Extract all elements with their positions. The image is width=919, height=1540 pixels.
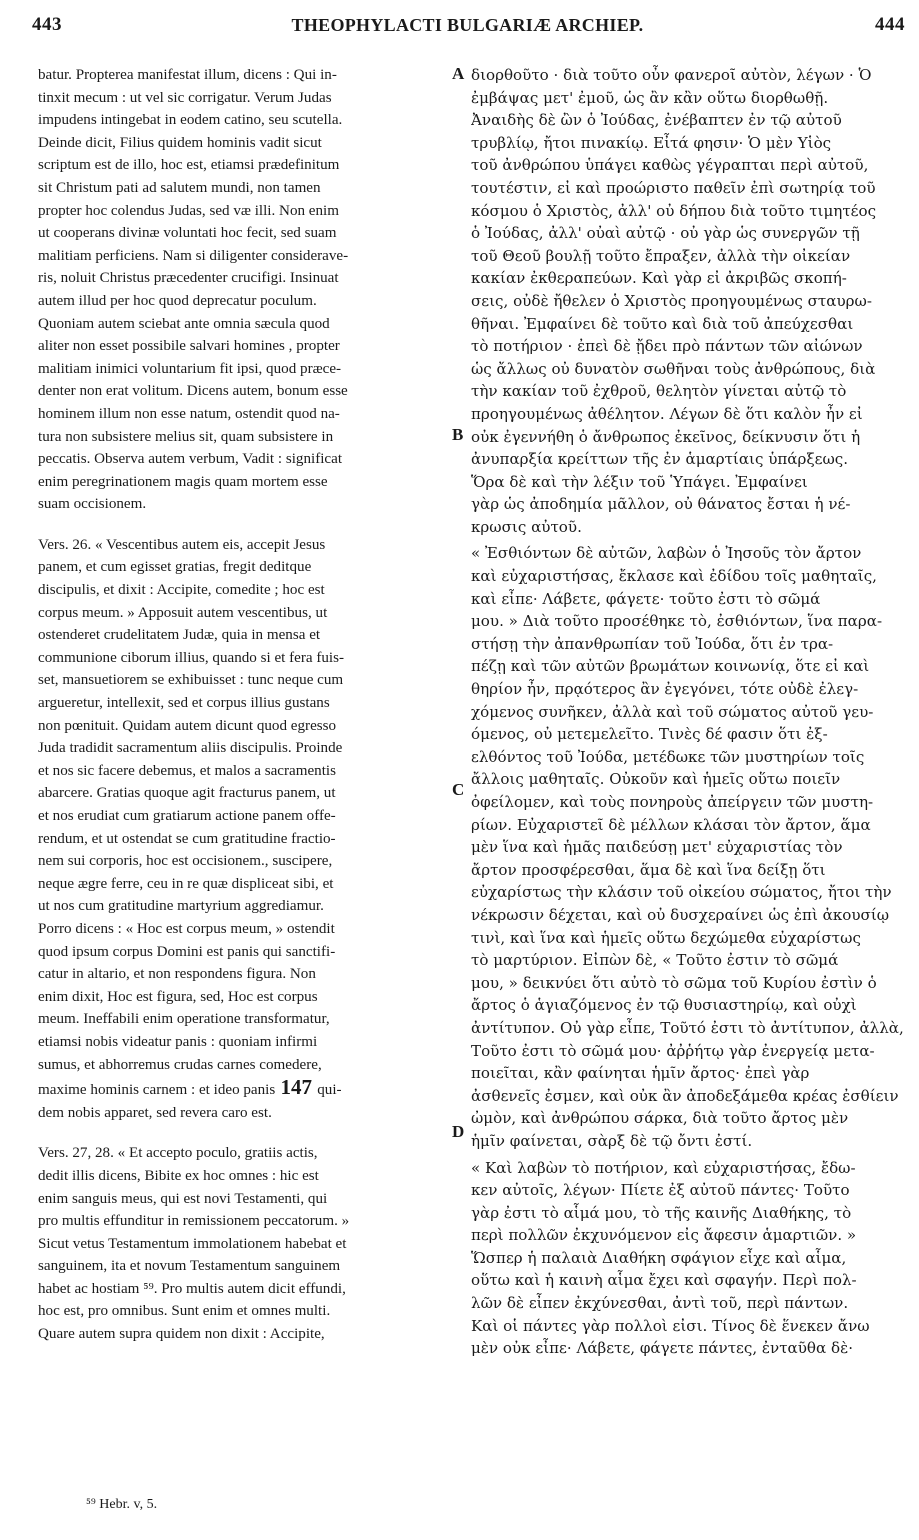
latin-line: propter hoc colendus Judas, sed væ illi. Non enim bbox=[38, 202, 339, 219]
latin-line: catur in altario, et non respondens figura. Non bbox=[38, 966, 316, 983]
latin-line: tura non subsistere melius sit, quam subsistere in bbox=[38, 428, 334, 445]
margin-marker-b: B bbox=[452, 425, 464, 444]
greek-line: ἀντίτυπον. Οὐ γὰρ εἶπε, Τοῦτό ἐστι τὸ ἀντίτυπον, ἀλλὰ, bbox=[471, 1018, 904, 1037]
greek-paragraph-1 bbox=[471, 64, 906, 538]
latin-line: peccatis. Observa autem verbum, Vadit : significat bbox=[38, 451, 343, 468]
greek-line: « Ἐσθιόντων δὲ αὐτῶν, λαβὼν ὁ Ἰησοῦς τὸν ἄρτον bbox=[471, 544, 862, 563]
greek-line: τὴν κακίαν τοῦ ἐχθροῦ, θελητὸν γίνεται αὐτῷ τὸ bbox=[471, 382, 847, 401]
greek-line: περὶ πολλῶν ἐκχυνόμενον εἰς ἄφεσιν ἁμαρτιῶν. » bbox=[471, 1226, 857, 1245]
greek-line: εὐχαρίστως τὴν κλάσιν τοῦ οἰκείου σώματος, ἤτοι τὴν bbox=[471, 883, 892, 902]
greek-line: γὰρ ἐστι τὸ αἷμά μου, τὸ τῆς καινῆς Διαθήκης, τὸ bbox=[471, 1203, 852, 1222]
greek-line: ἄρτον προσφέρεσθαι, ἅμα δὲ καὶ ἵνα δείξῃ ὅτι bbox=[471, 860, 826, 879]
latin-line: hoc est, pro omnibus. Sunt enim et omnes multi. bbox=[38, 1303, 331, 1320]
greek-paragraph-2 bbox=[471, 542, 906, 1152]
latin-line: aliter non esset possibile salvari homines , propter bbox=[38, 338, 340, 355]
greek-line: ἀνυπαρξία κρείττων τῆς ἐν ἁμαρτίαις ὑπάρξεως. bbox=[471, 450, 849, 469]
greek-line: ἀσθενεῖς ἐσμεν, καὶ οὐκ ἂν ἀποδεξάμεθα κρέας ἐσθίειν bbox=[471, 1086, 899, 1105]
greek-line: ἡμῖν φαίνεται, σὰρξ δὲ τῷ ὄντι ἐστί. bbox=[471, 1131, 753, 1150]
greek-line: τοῦ ἀνθρώπου ὑπάγει καθὼς γέγραπται περὶ αὐτοῦ, bbox=[471, 156, 869, 175]
latin-line: ris, noluit Christus præcedenter crucifigi. Insinuat bbox=[38, 270, 339, 287]
greek-line: μου. » Διὰ τοῦτο προσέθηκε τὸ, ἐσθιόντων, ἵνα παρα- bbox=[471, 612, 883, 631]
greek-line: Ὥσπερ ἡ παλαιὰ Διαθήκη σφάγιον εἶχε καὶ αἷμα, bbox=[471, 1248, 847, 1267]
latin-line: sanguinem, ita et novum Testamentum sanguinem bbox=[38, 1258, 341, 1275]
footnote: ⁵⁹ Hebr. v, 5. bbox=[86, 1497, 158, 1512]
latin-line: enim dixit, Hoc est figura, sed, Hoc est corpus bbox=[38, 988, 318, 1005]
greek-line: μὲν ἵνα καὶ ἡμᾶς παιδεύσῃ μετ' εὐχαριστίας τὸν bbox=[471, 838, 843, 857]
running-title: THEOPHYLACTI BULGARIÆ ARCHIEP. bbox=[291, 15, 644, 35]
latin-line: dedit illis dicens, Bibite ex hoc omnes : hic est bbox=[38, 1167, 319, 1184]
latin-line: denter non erat volitum. Dicens autem, bonum esse bbox=[38, 383, 348, 400]
greek-column bbox=[471, 64, 906, 1360]
greek-line: όμενος, οὐ μετεμελεῖτο. Τινὲς δέ φασιν ὅτι ἐξ- bbox=[471, 725, 828, 744]
right-page-number: 444 bbox=[875, 14, 905, 35]
greek-line: πέζῃ καὶ τῶν αὐτῶν βρωμάτων κοινωνίᾳ, ὅτε εἰ καὶ bbox=[471, 657, 870, 676]
greek-line: Ἀναιδὴς δὲ ὢν ὁ Ἰούδας, ἐνέβαπτεν ἐν τῷ αὐτοῦ bbox=[471, 111, 842, 130]
latin-line: autem illud per hoc quod deprecatur poculum. bbox=[38, 292, 317, 309]
latin-column bbox=[38, 64, 445, 1346]
latin-line: abarcere. Gratias quoque agit fracturus panem, ut bbox=[38, 785, 336, 802]
greek-line: προηγουμένως ἀθέλητον. Λέγων δὲ ὅτι καλὸν ἦν εἰ bbox=[471, 404, 863, 423]
latin-paragraph-3 bbox=[38, 1142, 445, 1345]
greek-line: χόμενος συνῆκεν, ἀλλὰ καὶ τοῦ σώματος αὐτοῦ γευ- bbox=[471, 702, 874, 721]
greek-line: τὸ μαρτύριον. Εἰπὼν δὲ, « Τοῦτο ἐστιν τὸ σῶμά bbox=[471, 951, 839, 970]
greek-line: καὶ εὐχαριστήσας, ἔκλασε καὶ ἐδίδου τοῖς μαθηταῖς, bbox=[471, 567, 877, 586]
greek-line: « Καὶ λαβὼν τὸ ποτήριον, καὶ εὐχαριστήσας, ἔδω- bbox=[471, 1158, 856, 1177]
greek-line: Καὶ οἱ πάντες γὰρ πολλοὶ εἰσι. Τίνος δὲ ἕνεκεν ἄνω bbox=[471, 1316, 870, 1335]
greek-line: οὐκ ἐγεννήθη ὁ ἄνθρωπος ἐκεῖνος, δείκνυσιν ὅτι ἡ bbox=[471, 427, 861, 446]
latin-line: pro multis effunditur in remissionem peccatorum. » bbox=[38, 1213, 350, 1230]
greek-line: ελθόντος τοῦ Ἰούδα, μετέδωκε τῶν μυστηρίων τοῖς bbox=[471, 747, 865, 766]
latin-line: enim peregrinationem magis quam mortem esse bbox=[38, 473, 328, 490]
greek-line: γὰρ ὡς ἀποδημία μᾶλλον, οὐ θάνατος ἔσται ἡ νέ- bbox=[471, 495, 851, 514]
greek-line: μου, » δεικνύει ὅτι αὐτὸ τὸ σῶμα τοῦ Κυρίου ἐστὶν ὁ bbox=[471, 973, 877, 992]
greek-line: στήσῃ τὴν ἀπανθρωπίαν τοῦ Ἰούδα, ὅτι ἐν τρα- bbox=[471, 634, 834, 653]
greek-line: ἄλλοις μαθηταῖς. Οὐκοῦν καὶ ἡμεῖς οὕτω ποιεῖν bbox=[471, 770, 841, 789]
greek-line: οὕτω καὶ ἡ καινὴ αἷμα ἔχει καὶ σφαγήν. Περὶ πολ- bbox=[471, 1271, 857, 1290]
greek-line: Τοῦτο ἐστι τὸ σῶμά μου· ἀῤῥήτῳ γὰρ ἐνεργείᾳ μετα- bbox=[471, 1041, 875, 1060]
greek-line: ὁ Ἰούδας, ἀλλ' οὐαὶ αὐτῷ · οὐ γὰρ ὡς συνεργῶν τῇ bbox=[471, 224, 860, 243]
greek-line: ἐμβάψας μετ' ἐμοῦ, ὡς ἂν κἂν οὕτω διορθωθῇ. bbox=[471, 88, 829, 107]
left-page-number: 443 bbox=[32, 14, 62, 35]
latin-line: Vers. 27, 28. « Et accepto poculo, gratiis actis, bbox=[38, 1145, 318, 1162]
latin-line: Porro dicens : « Hoc est corpus meum, » ostendit bbox=[38, 920, 335, 937]
latin-line: enim sanguis meus, qui est novi Testamenti, qui bbox=[38, 1190, 328, 1207]
latin-line: malitiam inimici voluntarium fit ipsi, quod præce- bbox=[38, 360, 342, 377]
greek-line: τρυβλίῳ, ἤτοι πινακίῳ. Εἶτά φησιν· Ὁ μὲν Υἱὸς bbox=[471, 133, 832, 152]
latin-line: tinxit mecum : ut vel sic corrigatur. Verum Judas bbox=[38, 89, 332, 106]
greek-line: ὀφείλομεν, καὶ τοὺς πονηροὺς ἀπείργειν τῶν μυστη- bbox=[471, 793, 874, 811]
latin-line: et nos erudiat cum gratiarum actione panem offe- bbox=[38, 808, 336, 824]
latin-line: corpus meum. » Apposuit autem vescentibus, ut bbox=[38, 604, 328, 621]
greek-line: καὶ εἶπε· Λάβετε, φάγετε· τοῦτο ἐστι τὸ σῶμά bbox=[471, 589, 821, 608]
greek-line: τινὶ, καὶ ἵνα καὶ ἡμεῖς οὕτω δεχώμεθα εὐχαρίστως bbox=[471, 928, 861, 947]
greek-line: τοῦ Θεοῦ βουλῇ τοῦτο ἔπραξεν, ἀλλὰ τὴν οἰκείαν bbox=[471, 246, 851, 265]
latin-line: discipulis, et dixit : Accipite, comedite ; hoc est bbox=[38, 582, 325, 599]
latin-line: panem, et cum egisset gratias, fregit deditque bbox=[38, 559, 312, 576]
latin-line: ostenderet crudelitatem Judæ, quia in mensa et bbox=[38, 627, 321, 644]
margin-marker-c: C bbox=[452, 780, 465, 799]
latin-line: suam occisionem. bbox=[38, 496, 147, 513]
latin-line: Juda tradidit sacramentum aliis discipulis. Proinde bbox=[38, 740, 343, 757]
latin-line: set, mansuetiorem se exhibuisset : tunc neque cum bbox=[38, 672, 344, 689]
greek-line: τουτέστιν, εἰ καὶ προώριστο παθεῖν ἐπὶ σωτηρίᾳ τοῦ bbox=[471, 178, 876, 197]
latin-line: et nos sic facere debemus, et malos a sacramentis bbox=[38, 762, 336, 779]
greek-line: ἄρτος ὁ ἁγιαζόμενος ἐν τῷ θυσιαστηρίῳ, καὶ οὐχὶ bbox=[471, 996, 857, 1015]
latin-line: impudens intingebat in eodem catino, seu scutella. bbox=[38, 112, 343, 129]
latin-line: Quoniam autem sciebat ante omnia sæcula quod bbox=[38, 315, 330, 332]
greek-line: κρωσις αὐτοῦ. bbox=[471, 517, 582, 536]
greek-line: ὠμὸν, καὶ ἀνθρώπου σάρκα, διὰ τοῦτο ἄρτος μὲν bbox=[471, 1109, 849, 1128]
greek-line: σεις, οὐδὲ ἤθελεν ὁ Χριστὸς προηγουμένως σταυρω- bbox=[471, 291, 872, 310]
greek-line: διορθοῦτο · διὰ τοῦτο οὖν φανεροῖ αὐτὸν, λέγων · Ὁ bbox=[471, 66, 872, 84]
latin-line: Sicut vetus Testamentum immolationem habebat et bbox=[38, 1235, 347, 1252]
latin-line: maxime hominis carnem : et ideo panis 147 qui- bbox=[38, 1076, 342, 1100]
latin-line: non pœnituit. Quidam autem dicunt quod egresso bbox=[38, 717, 337, 734]
greek-line: Ὅρα δὲ καὶ τὴν λέξιν τοῦ Ὑπάγει. Ἐμφαίνει bbox=[471, 472, 808, 491]
greek-line: ρίων. Εὐχαριστεῖ δὲ μέλλων κλάσαι τὸν ἄρτον, ἅμα bbox=[471, 815, 871, 834]
margin-marker-d: D bbox=[452, 1122, 465, 1141]
latin-line: sumus, et abhorremus crudas carnes comedere, bbox=[38, 1056, 322, 1073]
greek-line: κόσμου ὁ Χριστὸς, ἀλλ' οὐ δήπου διὰ τοῦτο τιμητέος bbox=[471, 201, 877, 220]
greek-paragraph-3 bbox=[471, 1157, 906, 1360]
latin-line: etiamsi nobis videatur panis : quoniam infirmi bbox=[38, 1033, 318, 1050]
latin-line: argueretur, intellexit, sed et corpus illius gustans bbox=[38, 695, 330, 712]
greek-line: τὸ ποτήριον · ἐπεὶ δὲ ᾔδει πρὸ πάντων τῶν αἰώνων bbox=[471, 337, 863, 356]
latin-line: Vers. 26. « Vescentibus autem eis, accepit Jesus bbox=[38, 536, 326, 553]
latin-line: meum. Ineffabili enim operatione transformatur, bbox=[38, 1011, 330, 1028]
greek-line: μὲν οὐκ εἶπε· Λάβετε, φάγετε πάντες, ἐνταῦθα δὲ· bbox=[471, 1339, 853, 1358]
running-header bbox=[30, 14, 905, 48]
greek-line: κακίαν ἐκθεραπεύων. Καὶ γὰρ εἰ ἀκριβῶς σκοπή- bbox=[471, 269, 847, 288]
latin-line: dem nobis apparet, sed revera caro est. bbox=[38, 1104, 272, 1121]
latin-line: ut nos cum gratitudine martyrium aggrediamur. bbox=[38, 898, 324, 915]
latin-line: nem sui corporis, hoc est occisionem., suscipere, bbox=[38, 853, 333, 870]
latin-line: neque ægre ferre, ceu in re quæ displiceat sibi, et bbox=[38, 875, 334, 892]
latin-line: rendum, et ut ostendat se cum gratitudine fractio- bbox=[38, 830, 336, 847]
latin-line: batur. Propterea manifestat illum, dicens : Qui in- bbox=[38, 67, 337, 83]
greek-line: νέκρωσιν δέχεται, καὶ οὐ δυσχεραίνει ὡς ἐπὶ ἀκουσίῳ bbox=[471, 905, 890, 924]
greek-line: κεν αὐτοῖς, λέγων· Πίετε ἐξ αὐτοῦ πάντες· Τοῦτο bbox=[471, 1181, 850, 1200]
latin-paragraph-2 bbox=[38, 534, 445, 1124]
latin-line: Deinde dicit, Filius quidem hominis vadit sicut bbox=[38, 134, 322, 151]
latin-line: quod ipsum corpus Domini est panis qui sanctifi- bbox=[38, 943, 336, 960]
greek-line: θῆναι. Ἐμφαίνει δὲ τοῦτο καὶ διὰ τοῦ ἀπεύχεσθαι bbox=[471, 314, 854, 333]
latin-line: malitiam perficiens. Nam si diligenter considerave- bbox=[38, 247, 349, 264]
latin-line: scriptum est de illo, hoc est, etiamsi prædefinitum bbox=[38, 157, 340, 174]
column-number: 147 bbox=[275, 1076, 318, 1100]
greek-line: ὡς ἄλλως οὐ δυνατὸν σωθῆναι τοὺς ἀνθρώπους, διὰ bbox=[471, 359, 876, 378]
latin-line: ut cooperans divinæ voluntati hoc fecit, sed suam bbox=[38, 225, 337, 242]
greek-line: λῶν δὲ εἶπεν ἐκχύνεσθαι, ἀντὶ τοῦ, περὶ πάντων. bbox=[471, 1294, 849, 1313]
latin-line: Quare autem supra quidem non dixit : Accipite, bbox=[38, 1326, 325, 1343]
greek-line: ποιεῖται, κἂν φαίνηται ἡμῖν ἄρτος· ἐπεὶ γὰρ bbox=[471, 1064, 810, 1083]
latin-paragraph-1 bbox=[38, 64, 445, 516]
latin-line-tail: qui- bbox=[317, 1082, 342, 1099]
latin-line: hominem illum non esse natum, ostendit quod na- bbox=[38, 405, 340, 422]
latin-line: communione ciborum illius, quando si et fera fuis- bbox=[38, 649, 345, 666]
latin-line: habet ac hostiam ⁵⁹. Pro multis autem dicit effundi, bbox=[38, 1280, 346, 1297]
greek-line: θηρίον ἦν, πρᾳότερος ἂν ἐγεγόνει, τότε οὐδὲ ἐλεγ- bbox=[471, 680, 859, 699]
margin-marker-a: A bbox=[452, 64, 465, 83]
latin-line: sit Christum pati ad salutem mundi, non tamen bbox=[38, 179, 321, 196]
